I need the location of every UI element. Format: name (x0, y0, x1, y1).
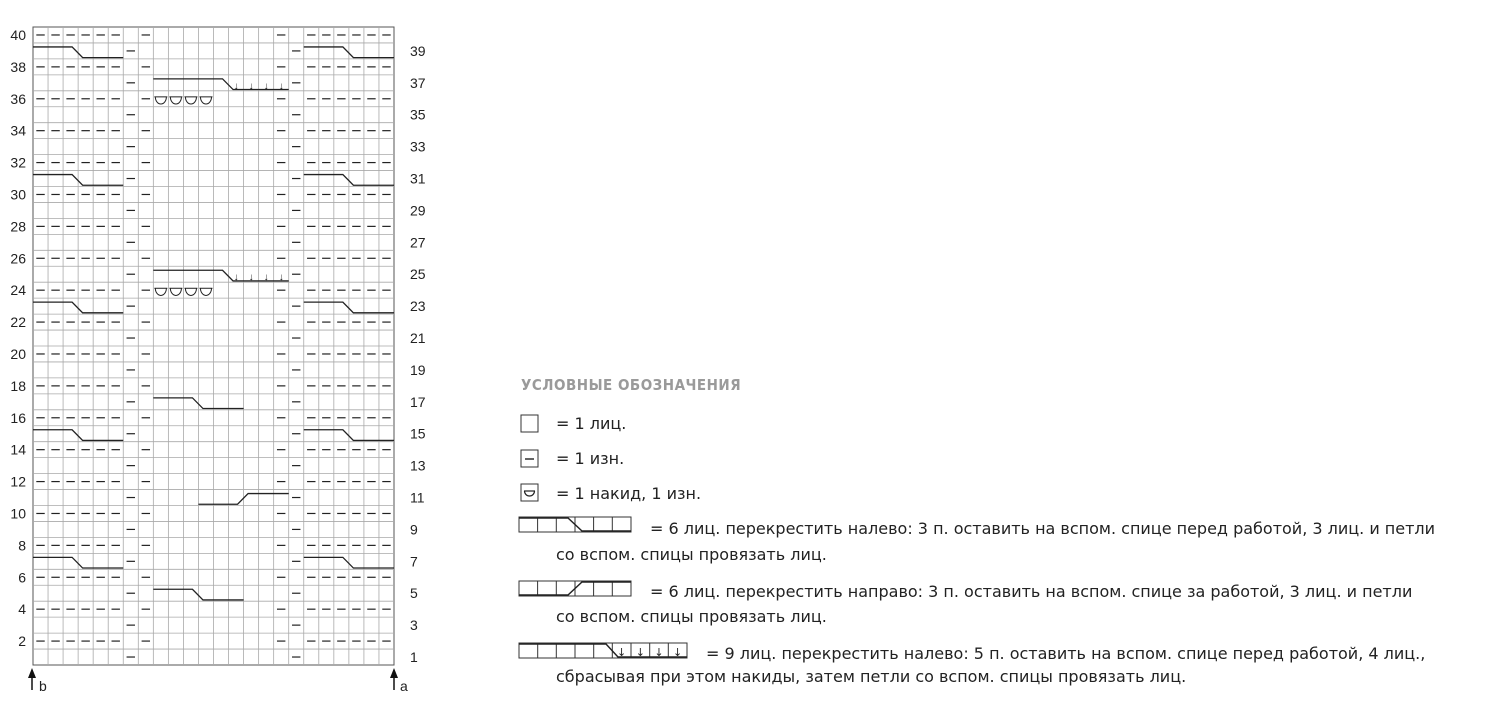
row-number-right: 19 (410, 361, 426, 378)
marker-a-arrow (390, 668, 408, 694)
yarn-over-purl-icon (520, 483, 540, 503)
svg-text:↓: ↓ (616, 646, 627, 659)
row-number-left: 8 (18, 537, 26, 554)
row-number-left: 16 (10, 409, 26, 426)
legend-text-cable-left-9: = 9 лиц. перекрестить налево: 5 п. оставить на вспом. спице перед работой, 4 лиц., (706, 644, 1426, 663)
marker-a-label: a (400, 678, 408, 694)
marker-b-label: b (39, 678, 47, 694)
svg-text:↓: ↓ (635, 646, 645, 659)
row-number-left: 22 (10, 314, 26, 331)
row-number-left: 14 (10, 441, 26, 458)
row-number-left: 4 (18, 601, 26, 618)
legend-text-cable-left-6-cont: со вспом. спицы провязать лиц. (556, 545, 827, 564)
drop-stitch-arrow: ↓ (263, 272, 269, 284)
row-number-left: 32 (10, 154, 26, 171)
row-number-right: 11 (410, 489, 425, 506)
legend-text-cable-right-6: = 6 лиц. перекрестить направо: 3 п. оставить на вспом. спице за работой, 3 лиц. и петли (650, 582, 1413, 601)
marker-b-arrow (28, 668, 47, 694)
row-number-left: 18 (10, 377, 26, 394)
row-number-right: 3 (410, 617, 418, 634)
legend-text-cable-right-6-cont: со вспом. спицы провязать лиц. (556, 607, 827, 626)
svg-text:↓: ↓ (672, 646, 683, 659)
row-number-right: 21 (410, 330, 426, 347)
knit-square-icon (520, 414, 540, 434)
cable-left-6-icon (518, 515, 634, 535)
row-number-left: 26 (10, 250, 26, 267)
row-number-right: 23 (410, 298, 426, 315)
row-number-left: 38 (10, 58, 26, 75)
drop-stitch-arrow: ↓ (278, 272, 284, 284)
row-number-right: 35 (410, 106, 426, 123)
legend-text-knit: = 1 лиц. (556, 414, 627, 433)
row-number-left: 2 (18, 633, 26, 650)
row-number-right: 25 (410, 266, 426, 283)
purl-dash-icon (520, 449, 540, 469)
row-number-right: 17 (410, 393, 426, 410)
legend-title: УСЛОВНЫЕ ОБОЗНАЧЕНИЯ (521, 376, 742, 394)
row-number-left: 24 (10, 282, 26, 299)
knitting-chart (0, 0, 426, 706)
drop-stitch-arrow: ↓ (248, 80, 254, 92)
cable-left-9-icon (518, 641, 690, 661)
row-number-right: 29 (410, 202, 426, 219)
row-number-right: 15 (410, 425, 426, 442)
row-number-right: 27 (410, 234, 426, 251)
row-number-left: 34 (10, 122, 26, 139)
row-number-right: 13 (410, 457, 426, 474)
legend-text-yarn-over: = 1 накид, 1 изн. (556, 484, 702, 503)
cable-right-6-icon (518, 579, 634, 599)
row-number-left: 12 (10, 473, 26, 490)
repeat-markers (28, 668, 408, 694)
legend-text-cable-left-6: = 6 лиц. перекрестить налево: 3 п. оставить на вспом. спице перед работой, 3 лиц. и петли (650, 519, 1436, 538)
row-number-right: 33 (410, 138, 426, 155)
legend-text-cable-left-9-cont: сбрасывая при этом накиды, затем петли со вспом. спицы провязать лиц. (556, 667, 1187, 686)
svg-text:↓: ↓ (654, 646, 664, 659)
row-number-right: 1 (410, 649, 418, 666)
drop-stitch-arrow: ↓ (233, 80, 239, 92)
row-number-right: 39 (410, 42, 426, 59)
drop-stitch-arrow: ↓ (233, 272, 239, 284)
row-number-right: 7 (410, 553, 418, 570)
legend-text-purl: = 1 изн. (556, 449, 625, 468)
drop-stitch-arrow: ↓ (278, 80, 284, 92)
row-number-right: 37 (410, 74, 426, 91)
drop-stitch-arrow: ↓ (248, 272, 254, 284)
row-number-left: 20 (10, 345, 26, 362)
row-number-right: 5 (410, 585, 418, 602)
row-number-left: 30 (10, 186, 26, 203)
row-number-right: 9 (410, 521, 418, 538)
row-number-left: 28 (10, 218, 26, 235)
row-number-left: 40 (10, 26, 26, 43)
chart-grid (33, 27, 394, 665)
row-number-left: 10 (10, 505, 26, 522)
drop-stitch-arrow: ↓ (263, 80, 269, 92)
row-number-left: 36 (10, 90, 26, 107)
row-number-left: 6 (18, 569, 26, 586)
row-number-right: 31 (410, 170, 426, 187)
